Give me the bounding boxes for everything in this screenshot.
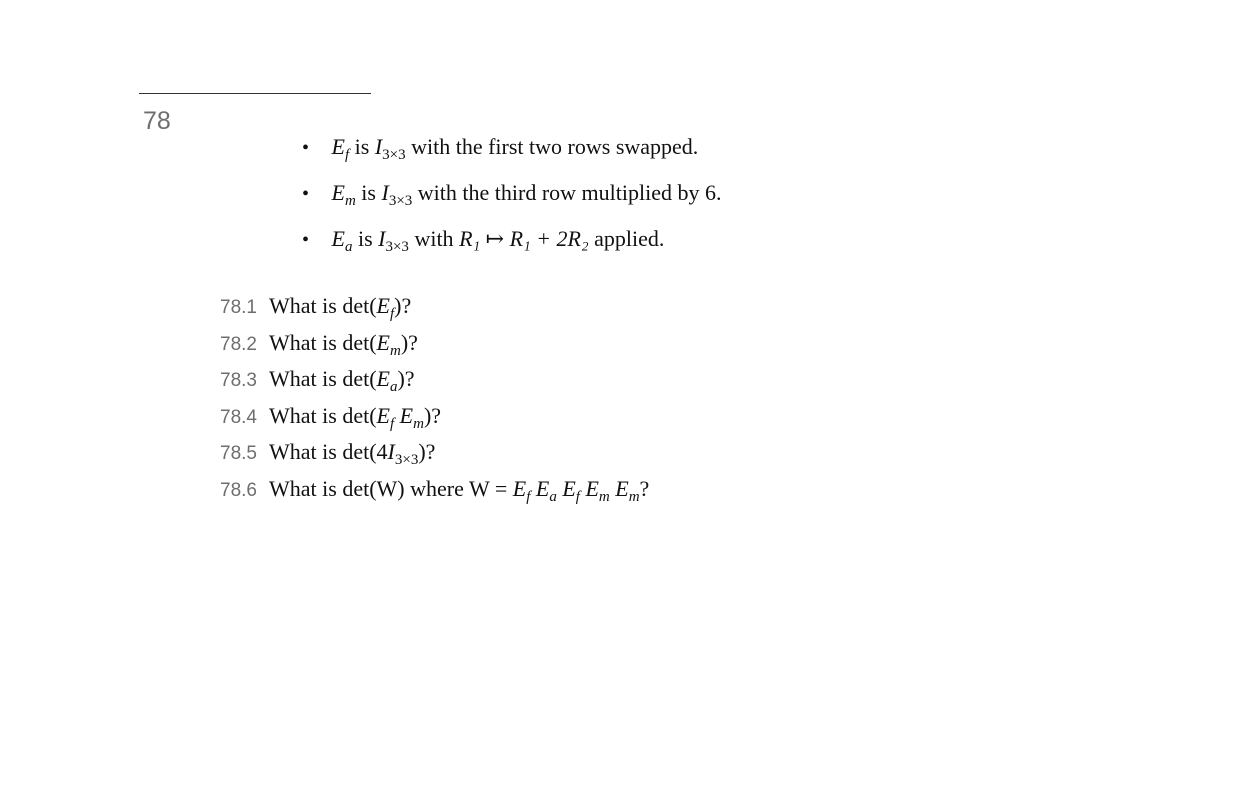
word-is: is: [354, 134, 370, 159]
question-number: 78.5: [220, 443, 257, 465]
question-list: [220, 291, 649, 511]
bullet-item-em: [302, 178, 721, 224]
question-number: 78.4: [220, 406, 257, 428]
question-item: [220, 364, 649, 401]
identity-matrix-sub: 3×3: [385, 239, 409, 255]
matrix-var: E: [331, 226, 345, 251]
matrix-var-sub: m: [344, 193, 356, 209]
question-text: What is det(W) where $W = E_f$ $E_a$ $E_f$ $E_m$ $E_m$?: [269, 475, 650, 505]
bullet-dot: •: [302, 229, 310, 251]
question-item: [220, 437, 649, 474]
matrix-var: E: [331, 134, 345, 159]
matrix-var-sub: f: [344, 147, 350, 163]
word-is: is: [361, 180, 376, 205]
question-number: 78.2: [220, 333, 257, 355]
question-text: What is $\det(E_f$ $E_m$)?: [269, 402, 442, 432]
bullet-item-ef: [302, 132, 721, 178]
identity-matrix: I: [374, 134, 383, 159]
matrix-var-sub: a: [344, 239, 353, 255]
bullet-description: with the first two rows swapped.: [411, 134, 699, 159]
bullet-item-ea: [302, 224, 721, 270]
matrix-var: E: [331, 180, 345, 205]
question-item: [220, 401, 649, 438]
question-text: What is $\det(E_f)$?: [269, 293, 412, 322]
identity-matrix-sub: 3×3: [388, 193, 413, 209]
identity-matrix-sub: 3×3: [382, 147, 406, 163]
question-text: What is $\det(E_m)$?: [269, 329, 418, 359]
word-is: is: [357, 226, 373, 251]
question-text: What is $\det(4I_{3\times 3})$?: [269, 439, 436, 469]
question-item: [220, 474, 649, 511]
word-with: with: [414, 226, 454, 251]
question-item: [220, 291, 649, 328]
row-operation: R₁ ↦ R₁ + 2R₂: [459, 226, 589, 251]
question-number: 78.6: [220, 479, 257, 501]
given-matrices-list: [302, 132, 721, 270]
question-number: 78.1: [220, 297, 257, 318]
identity-matrix: I: [381, 180, 389, 205]
question-text: What is $\det(E_a)$?: [269, 366, 415, 396]
bullet-description: with the third row multiplied by 6.: [417, 180, 722, 205]
bullet-dot: •: [302, 137, 310, 159]
header-rule: [139, 93, 371, 94]
bullet-dot: •: [302, 183, 310, 205]
identity-matrix: I: [378, 226, 386, 251]
bullet-description: applied.: [594, 226, 665, 251]
problem-number: 78: [143, 107, 171, 135]
question-number: 78.3: [220, 370, 257, 392]
question-item: [220, 328, 649, 365]
